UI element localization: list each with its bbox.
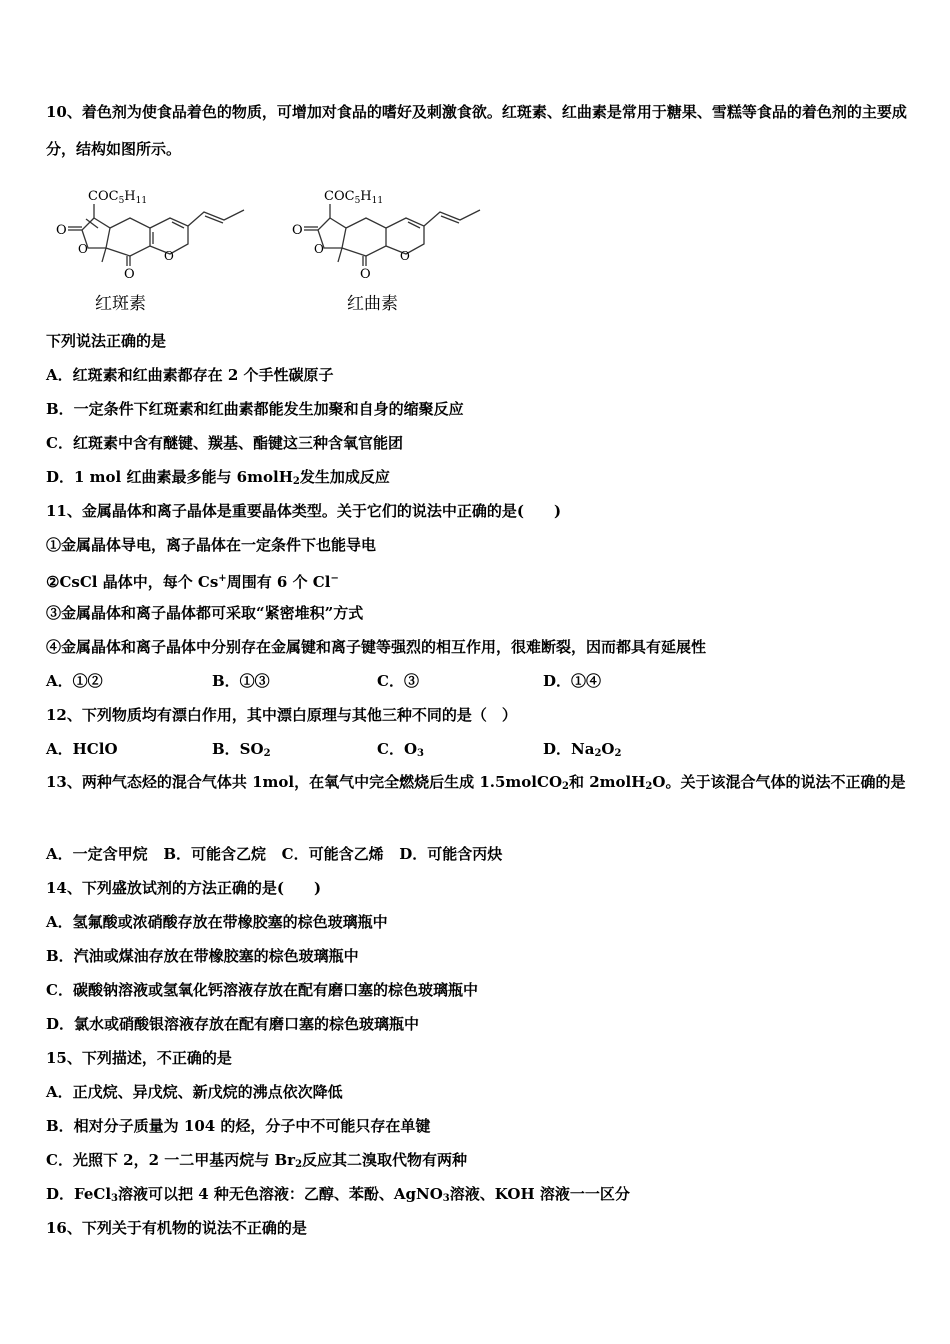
q14-option-c: C．碳酸钠溶液或氢氧化钙溶液存放在配有磨口塞的棕色玻璃瓶中 xyxy=(46,981,478,999)
q15-option-d: D．FeCl$_3$溶液可以把 4 种无色溶液：乙醇、苯酚、AgNO$_3$溶液、KOH 溶液一一区分 xyxy=(46,1185,630,1204)
q11-option-a: A．①② xyxy=(46,672,103,690)
svg-text:COC5H11: $COC_5H_{11}$ xyxy=(88,189,148,206)
q14-option-d: D．氯水或硝酸银溶液存放在配有磨口塞的棕色玻璃瓶中 xyxy=(46,1015,420,1033)
q10-option-a: A．红斑素和红曲素都存在 2 个手性碳原子 xyxy=(46,366,334,384)
q13-option-c: C．可能含乙烯 xyxy=(281,845,384,863)
q11-statement-1: ①金属晶体导电，离子晶体在一定条件下也能导电 xyxy=(46,536,377,554)
q11-statement-2: ②CsCl 晶体中，每个 Cs+周围有 6 个 Cl− xyxy=(46,573,339,591)
substituent-left: COC xyxy=(88,189,119,204)
svg-text:O: O xyxy=(360,267,371,282)
q15-stem: 15、下列描述，不正确的是 xyxy=(46,1049,232,1067)
q14-option-a: A．氢氟酸或浓硝酸存放在带橡胶塞的棕色玻璃瓶中 xyxy=(46,913,388,931)
q10-option-b: B．一定条件下红斑素和红曲素都能发生加聚和自身的缩聚反应 xyxy=(46,400,464,418)
q12-stem: 12、下列物质均有漂白作用，其中漂白原理与其他三种不同的是（ ） xyxy=(46,706,517,724)
q10-option-c: C．红斑素中含有醚键、羰基、酯键这三种含氧官能团 xyxy=(46,434,403,452)
q10-prompt: 下列说法正确的是 xyxy=(46,332,167,350)
svg-text:O: O xyxy=(164,249,174,263)
structure-label-hongqusu: 红曲素 xyxy=(347,294,398,314)
svg-text:O: O xyxy=(400,249,410,263)
q14-option-b: B．汽油或煤油存放在带橡胶塞的棕色玻璃瓶中 xyxy=(46,947,359,965)
q12-option-a: A．HClO xyxy=(46,740,118,758)
q11-option-c: C．③ xyxy=(377,672,419,690)
q11-statement-3: ③金属晶体和离子晶体都可采取“紧密堆积”方式 xyxy=(46,604,364,622)
q11-stem: 11、金属晶体和离子晶体是重要晶体类型。关于它们的说法中正确的是( ) xyxy=(46,502,562,520)
structure-label-hongbansu: 红斑素 xyxy=(95,294,146,314)
q15-option-b: B．相对分子质量为 104 的烃，分子中不可能只存在单键 xyxy=(46,1117,431,1135)
svg-text:O: O xyxy=(78,242,88,256)
q12-option-b: B．$SO_2$ xyxy=(212,740,271,759)
q10-stem: 10、着色剂为使食品着色的物质，可增加对食品的嗜好及刺激食欲。红斑素、红曲素是常用于糖果、雪糕等食品的着色剂的主要成分，结构如图所示。 xyxy=(46,103,907,158)
q12-option-c: C．$O_3$ xyxy=(377,740,424,759)
q14-stem: 14、下列盛放试剂的方法正确的是( ) xyxy=(46,879,322,897)
q15-option-a: A．正戊烷、异戊烷、新戊烷的沸点依次降低 xyxy=(46,1083,343,1101)
q13-option-a: A．一定含甲烷 xyxy=(46,845,148,863)
q13-option-b: B．可能含乙烷 xyxy=(163,845,266,863)
q16-stem: 16、下列关于有机物的说法不正确的是 xyxy=(46,1219,307,1237)
q15-option-c: C．光照下 2，2 一二甲基丙烷与 $Br_2$反应其二溴取代物有两种 xyxy=(46,1151,468,1170)
q11-statement-4: ④金属晶体和离子晶体中分别存在金属键和离子键等强烈的相互作用，很难断裂，因而都具有延展性 xyxy=(46,638,707,656)
svg-text:O: O xyxy=(124,267,135,282)
svg-text:O: O xyxy=(292,223,303,238)
q13-option-d: D．可能含丙炔 xyxy=(399,845,503,863)
svg-text:O: O xyxy=(56,223,67,238)
structure-hongbansu-image xyxy=(52,182,252,282)
substituent-right: COC xyxy=(324,189,355,204)
structure-hongqusu-image xyxy=(288,182,488,282)
svg-text:COC5H11: $COC_5H_{11}$ xyxy=(324,189,384,206)
q10-option-d: D．1 mol 红曲素最多能与 6molH$_2$发生加成反应 xyxy=(46,468,390,487)
q11-option-d: D．①④ xyxy=(543,672,602,690)
q11-option-b: B．①③ xyxy=(212,672,270,690)
q13-options xyxy=(46,844,502,864)
q13-stem: 13、两种气态烃的混合气体共 1mol，在氧气中完全燃烧后生成 1.5molCO$_2$和 2molH$_2$O。关于该混合气体的说法不正确的是 xyxy=(46,773,906,792)
svg-text:O: O xyxy=(314,242,324,256)
q12-option-d: D．$Na_2O_2$ xyxy=(543,740,622,759)
